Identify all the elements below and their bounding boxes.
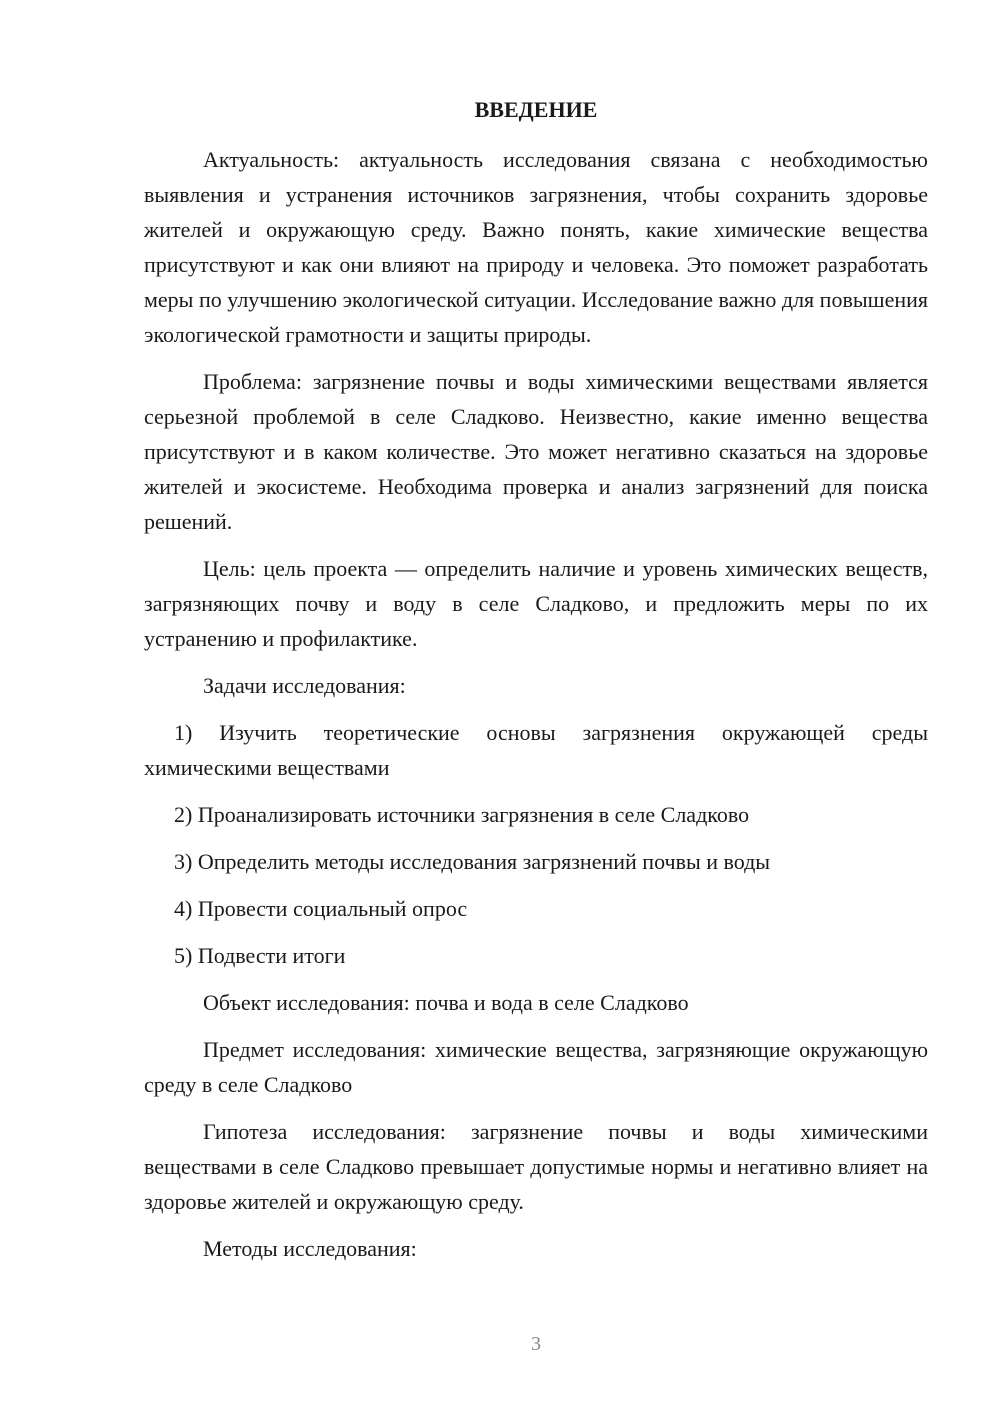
page-number: 3 xyxy=(531,1333,541,1355)
paragraph-problem: Проблема: загрязнение почвы и воды химическими веществами является серьезной проблемой в селе Сладково. Неизвестно, какие именно вещества присутствуют и в каком количестве. Это может негативно сказаться на здоровье жителей и экосистеме. Необходима проверка и анализ загрязнений для поиска решений. xyxy=(144,369,928,534)
paragraph-tasks-heading: Задачи исследования: xyxy=(203,673,406,698)
document-page xyxy=(144,0,928,1414)
document-body xyxy=(144,142,928,1278)
paragraph-relevance: Актуальность: актуальность исследования связана с необходимостью выявления и устранения источников загрязнения, чтобы сохранить здоровье жителей и окружающую среду. Важно понять, какие химические вещества присутствуют и как они влияют на природу и человека. Это поможет разработать меры по улучшению экологической ситуации. Исследование важно для повышения экологической грамотности и защиты природы. xyxy=(144,147,928,347)
task-item: 5) Подвести итоги xyxy=(174,943,346,968)
paragraph-hypothesis: Гипотеза исследования: загрязнение почвы и воды химическими веществами в селе Сладково превышает допустимые нормы и негативно влияет на здоровье жителей и окружающую среду. xyxy=(144,1119,928,1214)
task-item: 3) Определить методы исследования загрязнений почвы и воды xyxy=(174,849,771,874)
task-item: 1) Изучить теоретические основы загрязнения окружающей среды химическими веществами xyxy=(144,720,928,780)
page-title: ВВЕДЕНИЕ xyxy=(474,97,598,122)
paragraph-object: Объект исследования: почва и вода в селе Сладково xyxy=(203,990,689,1015)
paragraph-methods: Методы исследования: xyxy=(203,1236,417,1261)
paragraph-subject: Предмет исследования: химические вещества, загрязняющие окружающую среду в селе Сладково xyxy=(144,1037,928,1097)
paragraph-goal: Цель: цель проекта — определить наличие и уровень химических веществ, загрязняющих почву и воду в селе Сладково, и предложить меры по их устранению и профилактике. xyxy=(144,556,928,651)
task-item: 4) Провести социальный опрос xyxy=(174,896,468,921)
task-item: 2) Проанализировать источники загрязнения в селе Сладково xyxy=(174,802,750,827)
